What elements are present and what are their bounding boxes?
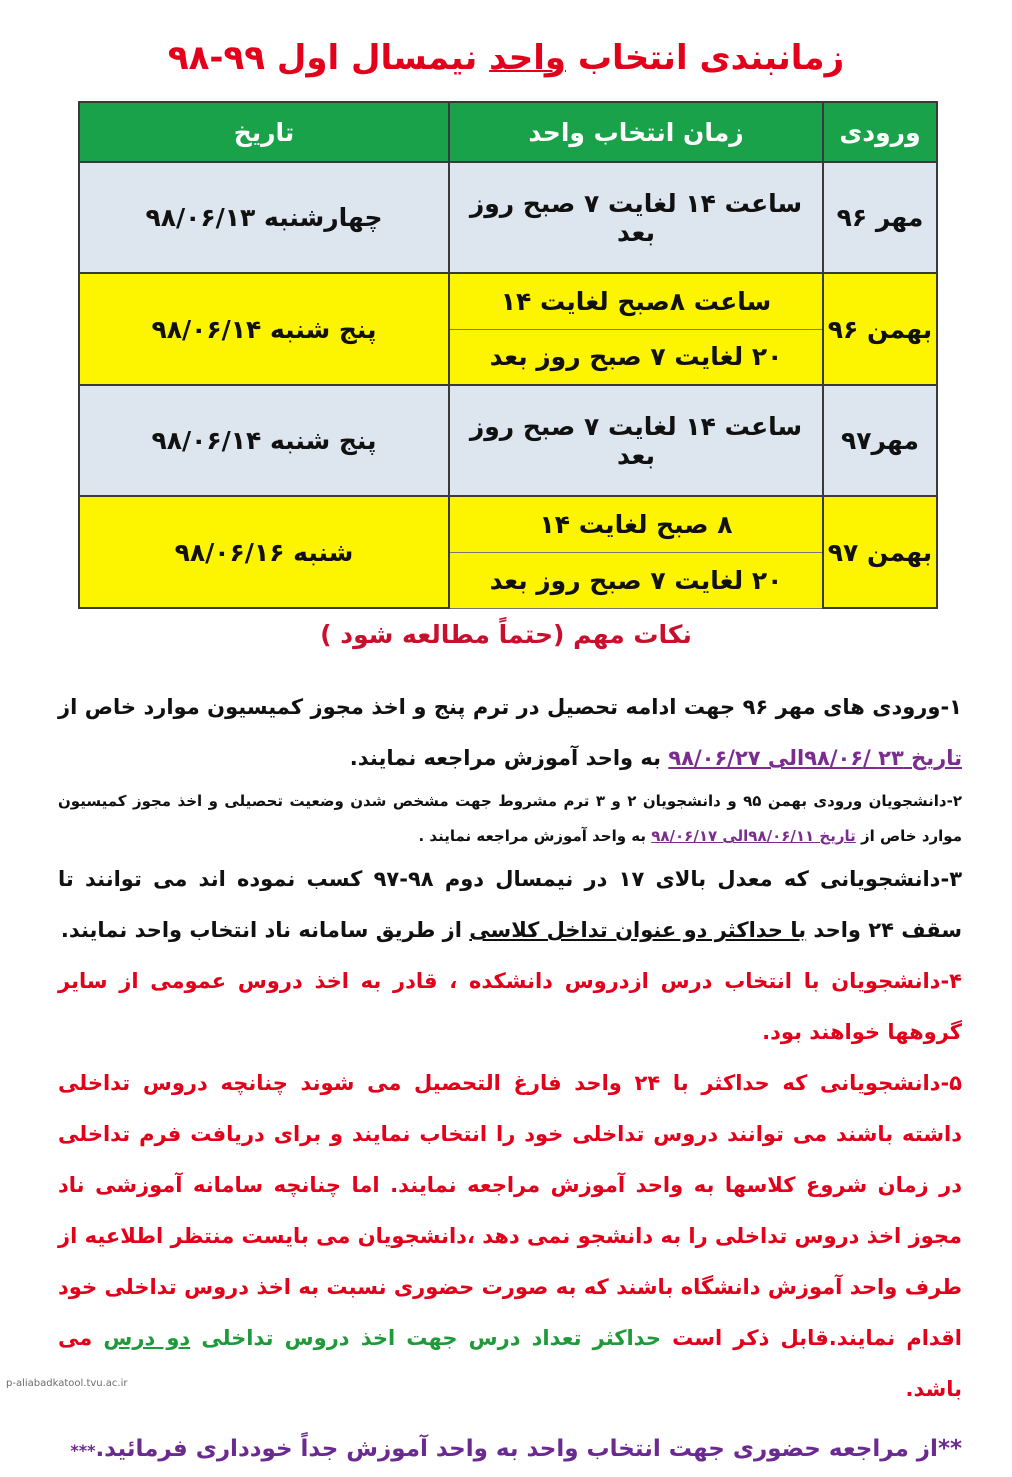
header-date: تاریخ (79, 102, 449, 162)
time-cell: ۲۰ لغایت ۷ صبح روز بعد (449, 552, 823, 608)
notes-title: نکات مهم (حتماً مطالعه شود ) (320, 620, 692, 649)
table-row (79, 162, 937, 273)
note-5: ۵-دانشجویانی که حداکثر با ۲۴ واحد فارغ التحصیل می شوند چنانچه دروس تداخلی داشته باشند می توانند دروس تداخلی خود را انتخاب نمایند و برای دریافت فرم تداخلی در زمان شروع کلاسها به واحد آموزش مراجعه نمایند. اما چنانچه سامانه آموزشی ناد مجوز اخذ دروس تداخلی را به دانشجو نمی دهد ،دانشجویان می بایست منتظر اطلاعیه از طرف واحد آموزش دانشگاه باشند که به صورت حضوری نسبت به اخذ دروس تداخلی خود اقدام نمایند.قابل ذکر است حداکثر تعداد درس جهت اخذ دروس تداخلی دو درس می باشد. (58, 1071, 962, 1401)
note-4: ۴-دانشجویان با انتخاب درس ازدروس دانشکده ، قادر به اخذ دروس عمومی از سایر گروهها خواهند بود. (58, 969, 962, 1044)
note-2-date: تاریخ ۹۸/۰۶/۱۱الی ۹۸/۰۶/۱۷ (651, 827, 856, 845)
time-cell: ۸ صبح لغایت ۱۴ (449, 496, 823, 552)
notes-section (58, 682, 962, 1477)
time-cell: ۲۰ لغایت ۷ صبح روز بعد (449, 329, 823, 385)
note-3: ۳-دانشجویانی که معدل بالای ۱۷ در نیمسال دوم ۹۸-۹۷ کسب نموده اند می توانند تا سقف ۲۴ واحد با حداکثر دو عنوان تداخل کلاسی از طریق سامانه ناد انتخاب واحد نمایند. (58, 867, 963, 942)
site-watermark: p-aliabadkatool.tvu.ac.ir (6, 1378, 128, 1389)
star-icon-start: ** (937, 1436, 962, 1462)
note-5-green: حداکثر تعداد درس جهت اخذ دروس تداخلی (190, 1326, 661, 1350)
note-2: ۲-دانشجویان ورودی بهمن ۹۵ و دانشجویان ۲ و ۳ ترم مشروط جهت مشخص شدن وضعیت تحصیلی و اخذ مجوز کمیسیون موارد خاص از تاریخ ۹۸/۰۶/۱۱الی ۹۸/۰۶/۱۷ به واحد آموزش مراجعه نمایند . (58, 792, 962, 845)
entry-cell: بهمن ۹۷ (823, 496, 937, 608)
title-prefix: زمانبندی انتخاب (566, 38, 845, 78)
note-3-underlined: با حداکثر دو عنوان تداخل کلاسی (469, 918, 807, 942)
table-row (79, 385, 937, 496)
date-cell: پنج شنبه ۹۸/۰۶/۱۴ (79, 273, 449, 385)
time-cell: ساعت ۸صبح لغایت ۱۴ (449, 273, 823, 329)
schedule-table (78, 101, 938, 609)
header-time: زمان انتخاب واحد (449, 102, 823, 162)
note-1-date: تاریخ ۲۳ /۹۸/۰۶الی ۹۸/۰۶/۲۷ (668, 746, 962, 770)
final-note: **از مراجعه حضوری جهت انتخاب واحد به واحد آموزش جداً خودداری فرمائید.*** (70, 1436, 962, 1462)
title-suffix: نیمسال اول ۹۹-۹۸ (167, 38, 490, 78)
date-cell: پنج شنبه ۹۸/۰۶/۱۴ (79, 385, 449, 496)
header-entry: ورودی (823, 102, 937, 162)
date-cell: شنبه ۹۸/۰۶/۱۶ (79, 496, 449, 608)
page-title (0, 38, 1012, 78)
note-5-green-underlined: دو درس (103, 1326, 191, 1350)
table-header-row (79, 102, 937, 162)
title-underlined-word: واحد (489, 38, 567, 78)
entry-cell: مهر۹۷ (823, 385, 937, 496)
entry-cell: مهر ۹۶ (823, 162, 937, 273)
entry-cell: بهمن ۹۶ (823, 273, 937, 385)
time-cell: ساعت ۱۴ لغایت ۷ صبح روز بعد (449, 385, 823, 496)
star-icon-end: *** (70, 1441, 96, 1460)
date-cell: چهارشنبه ۹۸/۰۶/۱۳ (79, 162, 449, 273)
note-1: ۱-ورودی های مهر ۹۶ جهت ادامه تحصیل در ترم پنج و اخذ مجوز کمیسیون موارد خاص از تاریخ ۲۳ /۹۸/۰۶الی ۹۸/۰۶/۲۷ به واحد آموزش مراجعه نمایند. (58, 695, 962, 770)
table-row (79, 496, 937, 552)
table-row (79, 273, 937, 329)
time-cell: ساعت ۱۴ لغایت ۷ صبح روز بعد (449, 162, 823, 273)
